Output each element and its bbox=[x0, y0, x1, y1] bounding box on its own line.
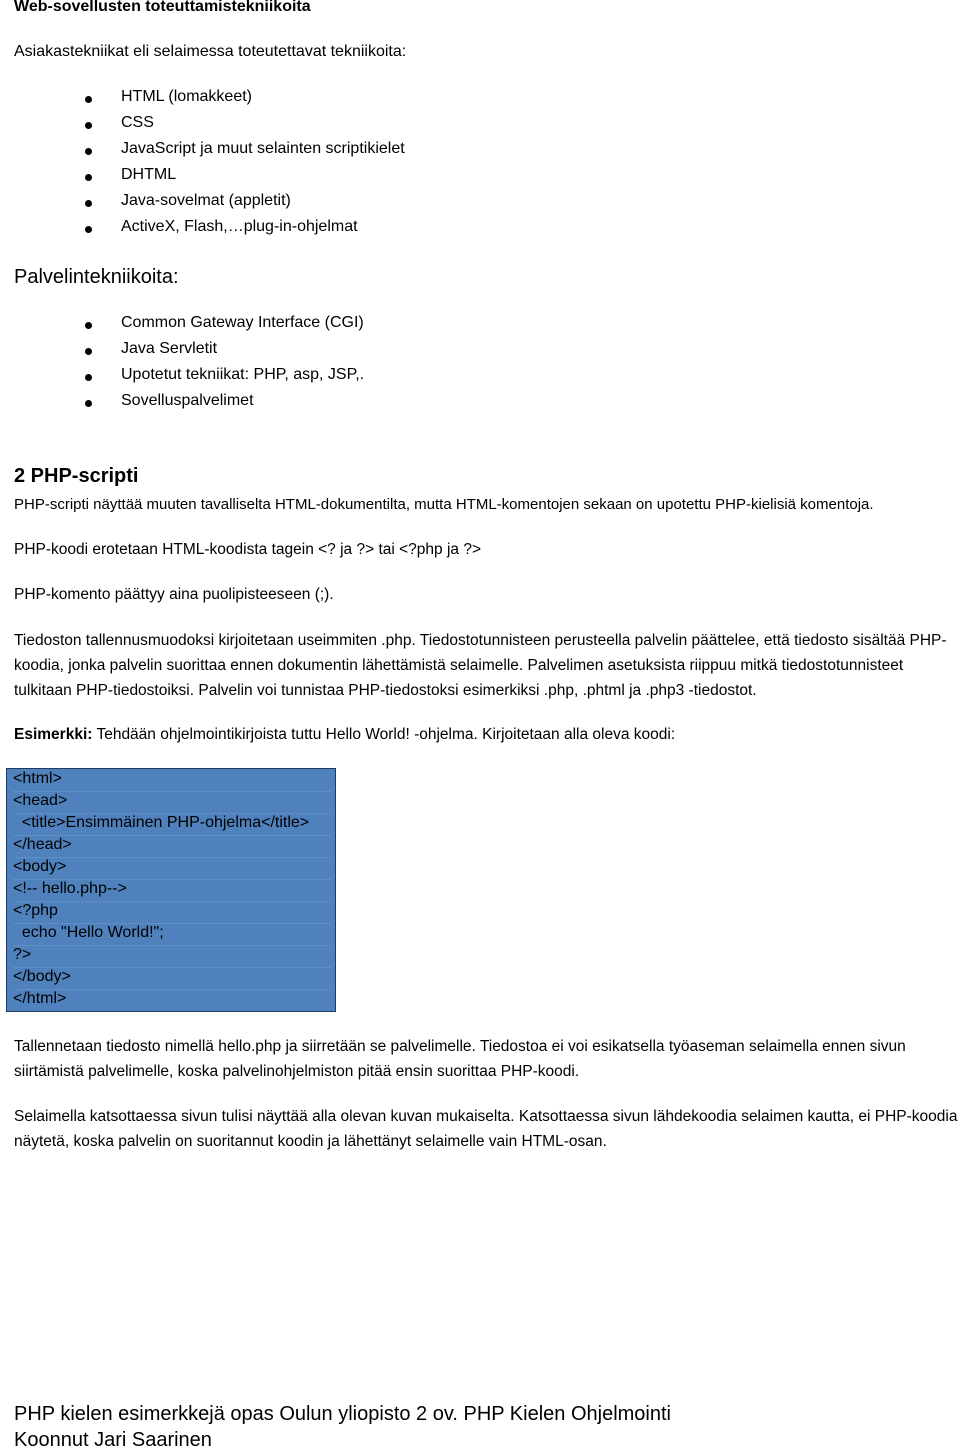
code-line: </body> bbox=[13, 968, 331, 990]
bullet-icon bbox=[85, 374, 92, 381]
bullet-icon bbox=[85, 96, 92, 103]
client-intro: Asiakastekniikat eli selaimessa toteutettavat tekniikoita: bbox=[14, 43, 407, 60]
section-title: 2 PHP-scripti bbox=[14, 465, 139, 487]
bullet-icon bbox=[85, 122, 92, 129]
code-line: <body> bbox=[13, 858, 331, 880]
example-intro bbox=[14, 726, 675, 744]
bullet-icon bbox=[85, 148, 92, 155]
code-line: </html> bbox=[13, 990, 67, 1007]
paragraph: Selaimella katsottaessa sivun tulisi näyttää alla olevan kuvan mukaiselta. Katsottaessa sivun lähdekoodia selaimen kautta, ei PHP-koodia näytetä, koska palvelin on suoritannut koodin ja lähettänyt selaimelle vain HTML-osan. bbox=[14, 1108, 958, 1150]
page-heading: Web-sovellusten toteuttamistekniikoita bbox=[14, 0, 311, 15]
footer-line: Koonnut Jari Saarinen bbox=[14, 1429, 212, 1451]
paragraph: Tiedoston tallennusmuodoksi kirjoitetaan useimmiten .php. Tiedostotunnisteen perusteella palvelin päättelee, että tiedosto sisältää PHP-koodia, jonka palvelin suorittaa ennen dokumentin lähettämistä selaimelle. Palvelimen asetuksista riippuu mitkä tiedostotunnisteet tulkitaan PHP-tiedostoiksi. Palvelin voi tunnistaa PHP-tiedostoksi esimerkiksi .php, .phtml ja .php3 -tiedostot. bbox=[14, 632, 947, 699]
paragraph: Tallennetaan tiedosto nimellä hello.php ja siirretään se palvelimelle. Tiedostoa ei voi esikatsella työaseman selaimella ennen sivun siirtämistä palvelimelle, koska palvelinohjelmiston pitää ensin suorittaa PHP-koodi. bbox=[14, 1038, 906, 1080]
code-line: <?php bbox=[13, 902, 331, 924]
code-line: </head> bbox=[13, 836, 331, 858]
bullet-icon bbox=[85, 348, 92, 355]
paragraph: PHP-scripti näyttää muuten tavalliselta HTML-dokumentilta, mutta HTML-komentojen sekaan on upotettu PHP-kielisiä komentoja. bbox=[14, 496, 874, 513]
code-line: <title>Ensimmäinen PHP-ohjelma</title> bbox=[13, 814, 331, 836]
bullet-icon bbox=[85, 200, 92, 207]
code-block bbox=[6, 768, 336, 1012]
bullet-icon bbox=[85, 226, 92, 233]
paragraph: PHP-koodi erotetaan HTML-koodista tagein <? ja ?> tai <?php ja ?> bbox=[14, 541, 482, 558]
code-line: <head> bbox=[13, 792, 331, 814]
code-line: <html> bbox=[13, 770, 331, 792]
code-line: <!-- hello.php--> bbox=[13, 880, 331, 902]
code-line: echo "Hello World!"; bbox=[13, 924, 331, 946]
bullet-icon bbox=[85, 174, 92, 181]
server-heading: Palvelintekniikoita: bbox=[14, 266, 179, 288]
example-label: Esimerkki: bbox=[14, 726, 93, 743]
bullet-icon bbox=[85, 322, 92, 329]
bullet-icon bbox=[85, 400, 92, 407]
example-text: Tehdään ohjelmointikirjoista tuttu Hello World! -ohjelma. Kirjoitetaan alla oleva koodi: bbox=[92, 726, 676, 743]
code-line: ?> bbox=[13, 946, 331, 968]
footer-line: PHP kielen esimerkkejä opas Oulun yliopisto 2 ov. PHP Kielen Ohjelmointi bbox=[14, 1403, 671, 1425]
paragraph: PHP-komento päättyy aina puolipisteeseen (;). bbox=[14, 586, 334, 603]
